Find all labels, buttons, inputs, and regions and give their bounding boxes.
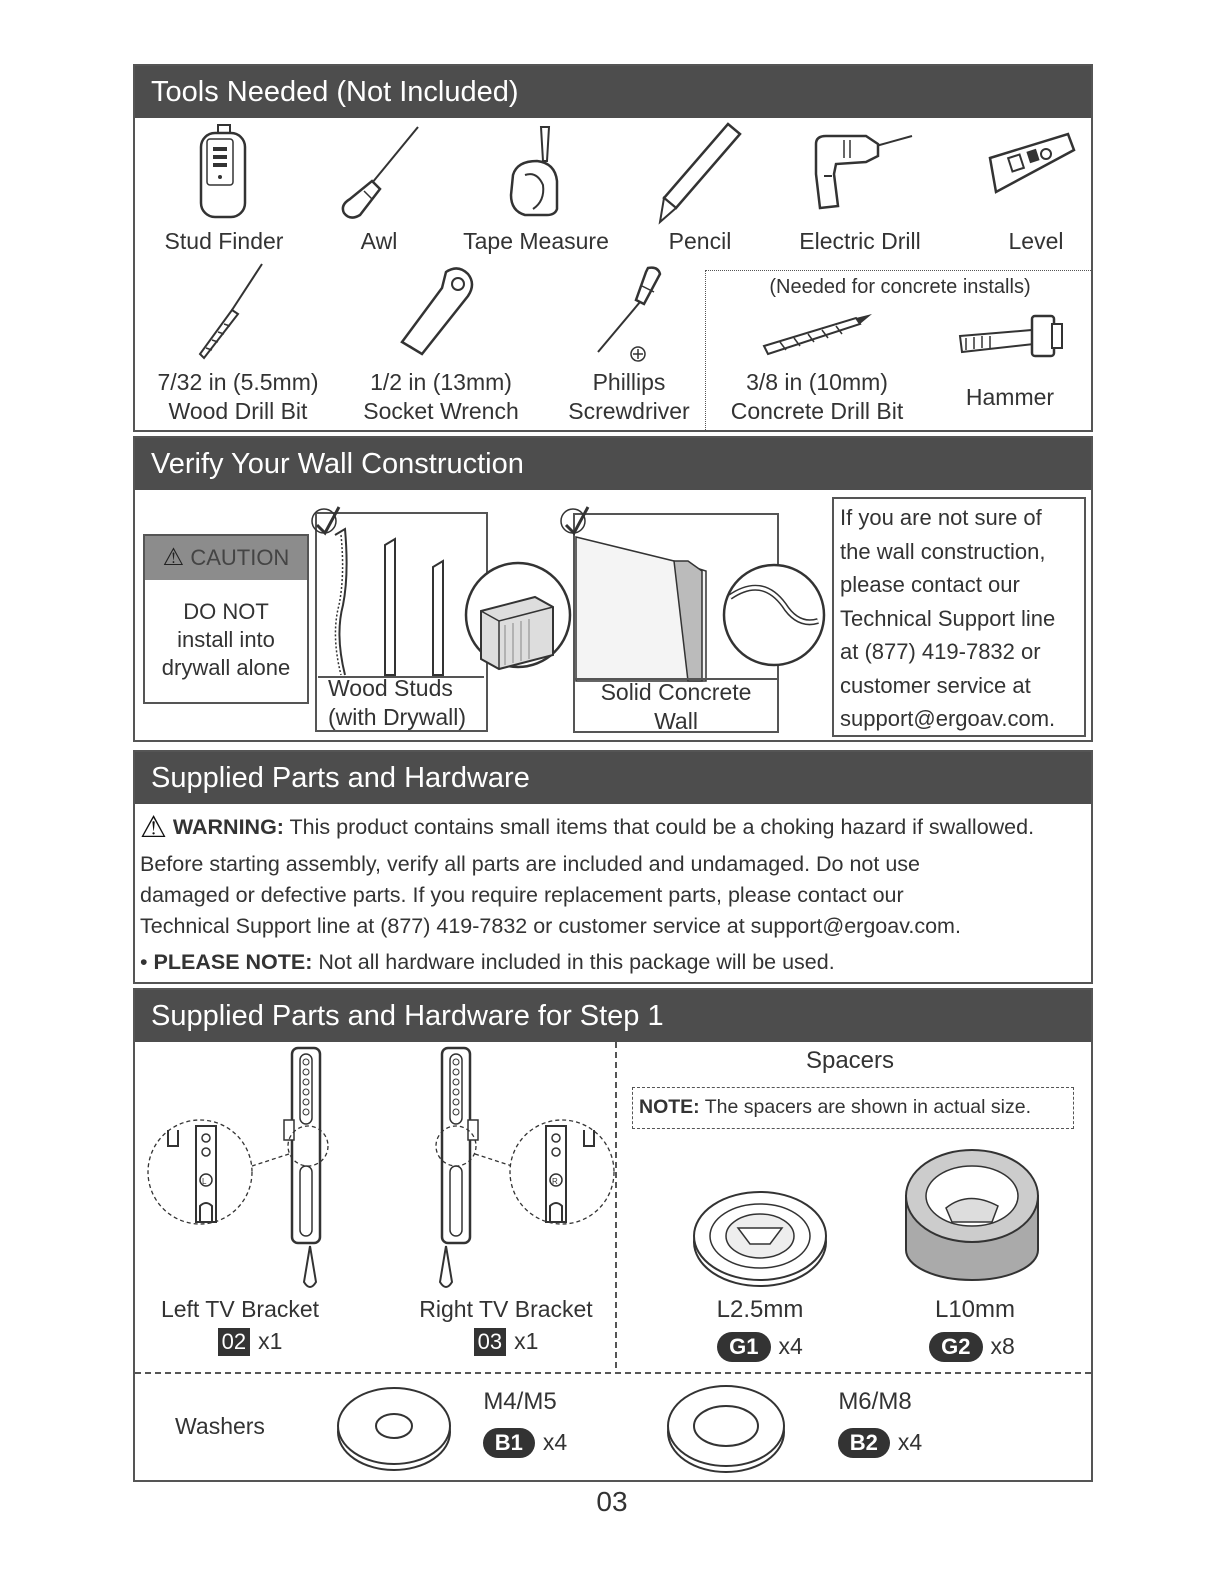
phillips-screwdriver-icon xyxy=(586,264,666,368)
screwdriver-name: Screwdriver xyxy=(568,398,690,424)
supplied-line-1: Before starting assembly, verify all parts are included and undamaged. Do not use xyxy=(140,852,921,876)
tool-label-concrete-drill-bit xyxy=(712,368,922,426)
spacer-small-qty: x4 xyxy=(778,1333,803,1359)
caution-line-2: install into xyxy=(177,627,275,652)
right-bracket-label: Right TV Bracket xyxy=(419,1296,593,1322)
part-code-badge-02: 02 xyxy=(218,1328,250,1356)
washer-large-label: M6/M8 xyxy=(838,1388,912,1415)
washers-label: Washers xyxy=(175,1413,265,1439)
caution-header xyxy=(145,536,307,580)
spacers-title: Spacers xyxy=(805,1047,895,1074)
washer-large-qty: x4 xyxy=(897,1429,923,1455)
caution-box xyxy=(143,534,309,704)
supplied-line-2: damaged or defective parts. If you require replacement parts, please contact our xyxy=(140,883,904,907)
support-line-2: the wall construction, xyxy=(840,538,1046,564)
wall-header: Verify Your Wall Construction xyxy=(135,438,1091,490)
wood-drill-bit-name: Wood Drill Bit xyxy=(168,398,308,424)
screwdriver-type: Phillips xyxy=(592,369,666,395)
left-bracket-label: Left TV Bracket xyxy=(160,1296,320,1322)
supplied-line-3: Technical Support line at (877) 419-7832 or customer service at support@ergoav.com. xyxy=(140,914,961,938)
right-tv-bracket-icon xyxy=(420,1046,620,1296)
please-note-text: Not all hardware included in this package will be used. xyxy=(312,950,835,974)
page-number: 03 xyxy=(596,1486,628,1517)
caution-label: CAUTION xyxy=(190,545,290,570)
washer-large-qty-row xyxy=(810,1428,950,1458)
spacer-small-label: L2.5mm xyxy=(716,1296,804,1323)
step1-horizontal-divider xyxy=(135,1372,1091,1374)
support-line-7: support@ergoav.com. xyxy=(840,706,1056,731)
left-bracket-qty-row xyxy=(180,1328,320,1356)
concrete-wall-line-1: Solid Concrete xyxy=(600,679,752,705)
concrete-wall-line-2: Wall xyxy=(654,708,698,734)
supplied-header: Supplied Parts and Hardware xyxy=(135,752,1091,804)
tool-label-awl: Awl xyxy=(360,228,398,254)
support-note-box xyxy=(832,497,1086,737)
spacer-large-label: L10mm xyxy=(934,1296,1016,1323)
part-code-badge-g1: G1 xyxy=(717,1332,770,1362)
support-line-6: customer service at xyxy=(840,672,1031,698)
pencil-icon xyxy=(656,120,746,225)
concrete-drill-bit-size: 3/8 in (10mm) xyxy=(746,369,888,395)
warning-text: This product contains small items that could be a choking hazard if swallowed. xyxy=(283,815,1035,839)
wood-drill-bit-icon xyxy=(196,262,266,360)
part-code-badge-b1: B1 xyxy=(483,1428,535,1458)
tool-label-socket-wrench xyxy=(346,368,536,426)
tool-label-phillips-screwdriver xyxy=(556,368,702,426)
caution-body xyxy=(145,580,307,682)
caution-line-1: DO NOT xyxy=(183,599,269,624)
washer-large-icon xyxy=(664,1380,788,1476)
spacer-large-qty-row xyxy=(902,1332,1042,1362)
washer-small-label: M4/M5 xyxy=(483,1388,557,1415)
washer-small-qty-row xyxy=(455,1428,595,1458)
supplied-body xyxy=(140,849,1085,942)
supplied-warning xyxy=(140,812,1085,843)
warning-label: WARNING: xyxy=(172,815,284,839)
part-code-badge-b2: B2 xyxy=(838,1428,890,1458)
spacer-large-icon xyxy=(902,1146,1042,1286)
wood-studs-line-2: (with Drywall) xyxy=(328,704,466,730)
washer-small-icon xyxy=(334,1384,454,1474)
tool-label-wood-drill-bit xyxy=(140,368,336,426)
part-code-badge-03: 03 xyxy=(474,1328,506,1356)
support-line-5: at (877) 419-7832 or xyxy=(840,639,1041,664)
level-icon xyxy=(988,130,1078,195)
part-code-badge-g2: G2 xyxy=(929,1332,982,1362)
svg-text:L: L xyxy=(202,1177,207,1186)
tool-label-stud-finder: Stud Finder xyxy=(164,228,284,254)
stud-finder-icon xyxy=(198,125,248,220)
wood-studs-drawing xyxy=(315,495,575,695)
please-note xyxy=(140,947,1085,978)
tools-header: Tools Needed (Not Included) xyxy=(135,66,1091,118)
awl-icon xyxy=(338,125,423,220)
concrete-wall-label xyxy=(575,678,777,736)
support-line-3: please contact our xyxy=(840,572,1020,597)
svg-text:R: R xyxy=(552,1177,558,1186)
wood-studs-line-1: Wood Studs xyxy=(328,675,453,701)
washer-small-qty: x4 xyxy=(542,1429,568,1455)
tape-measure-icon xyxy=(503,125,563,220)
step1-header: Supplied Parts and Hardware for Step 1 xyxy=(135,990,1091,1042)
tool-label-tape-measure: Tape Measure xyxy=(463,228,609,254)
tool-label-pencil: Pencil xyxy=(668,228,732,254)
support-line-4: Technical Support line xyxy=(840,605,1056,631)
bullet: • xyxy=(140,950,154,974)
wood-studs-label xyxy=(316,674,488,732)
spacer-large-qty: x8 xyxy=(990,1333,1015,1359)
warning-triangle-icon: ⚠ xyxy=(162,544,185,571)
left-bracket-qty: x1 xyxy=(258,1328,283,1354)
tool-label-electric-drill: Electric Drill xyxy=(799,228,921,254)
socket-wrench-icon xyxy=(396,266,476,358)
left-tv-bracket-icon xyxy=(144,1046,344,1296)
warning-triangle-icon: ⚠ xyxy=(140,811,167,844)
socket-wrench-name: Socket Wrench xyxy=(363,398,519,424)
electric-drill-icon xyxy=(806,130,916,215)
concrete-installs-note: (Needed for concrete installs) xyxy=(769,276,1031,298)
right-bracket-qty-row xyxy=(436,1328,576,1356)
spacer-small-qty-row xyxy=(690,1332,830,1362)
hammer-icon xyxy=(956,310,1066,362)
wood-drill-bit-size: 7/32 in (5.5mm) xyxy=(157,369,319,395)
right-bracket-qty: x1 xyxy=(514,1328,539,1354)
spacers-note-box xyxy=(632,1087,1074,1129)
socket-wrench-size: 1/2 in (13mm) xyxy=(370,369,512,395)
concrete-drill-bit-icon xyxy=(760,310,875,356)
spacers-note-label: NOTE: xyxy=(639,1096,700,1118)
concrete-wall-drawing xyxy=(562,495,832,695)
tool-label-level: Level xyxy=(1008,228,1064,254)
spacer-small-icon xyxy=(690,1190,830,1290)
caution-line-3: drywall alone xyxy=(161,655,291,680)
please-note-label: PLEASE NOTE: xyxy=(153,950,313,974)
support-line-1: If you are not sure of xyxy=(840,505,1042,530)
spacers-note-text: The spacers are shown in actual size. xyxy=(699,1096,1031,1118)
tool-label-hammer: Hammer xyxy=(965,384,1055,410)
concrete-drill-bit-name: Concrete Drill Bit xyxy=(730,398,904,424)
